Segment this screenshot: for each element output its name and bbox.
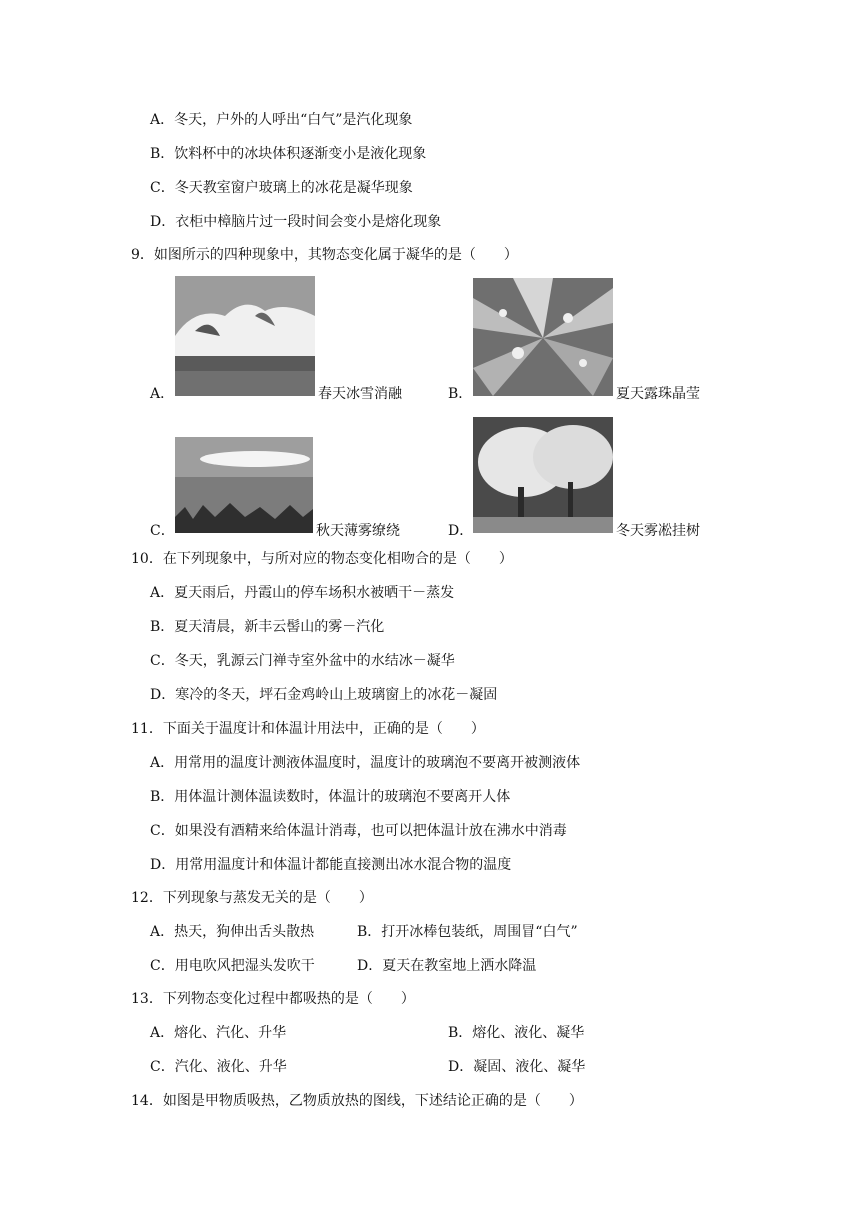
- q10-option-a: A．夏天雨后，丹霞山的停车场积水被晒干－蒸发: [150, 585, 455, 601]
- q13-option-d: D．凝固、液化、凝华: [448, 1059, 586, 1075]
- q9-option-b-letter: B．: [448, 386, 473, 402]
- thin-fog-image: [175, 437, 313, 533]
- q10-option-b: B．夏天清晨，新丰云髻山的雾－汽化: [150, 619, 385, 635]
- q11-option-d: D．用常用温度计和体温计都能直接测出冰水混合物的温度: [150, 857, 512, 873]
- q9-option-a-letter: A．: [150, 386, 175, 402]
- q8-option-a: A．冬天，户外的人呼出“白气”是汽化现象: [150, 112, 413, 128]
- q12-stem: 12．下列现象与蒸发无关的是（ ）: [131, 890, 373, 906]
- q9-option-c-caption: 秋天薄雾缭绕: [316, 523, 400, 539]
- q10-option-d: D．寒冷的冬天，坪石金鸡岭山上玻璃窗上的冰花－凝固: [150, 687, 498, 703]
- q13-stem: 13．下列物态变化过程中都吸热的是（ ）: [131, 991, 415, 1007]
- q9-option-c-letter: C．: [150, 523, 175, 539]
- q9-option-d-letter: D．: [448, 523, 474, 539]
- q10-option-c: C．冬天，乳源云门禅寺室外盆中的水结冰－凝华: [150, 653, 455, 669]
- q13-option-c: C．汽化、液化、升华: [150, 1059, 287, 1075]
- q11-option-b: B．用体温计测体温读数时，体温计的玻璃泡不要离开人体: [150, 789, 511, 805]
- melting-snow-image: [175, 276, 315, 396]
- q12-option-b: B．打开冰棒包装纸，周围冒“白气”: [357, 924, 578, 940]
- q12-option-d: D．夏天在教室地上洒水降温: [357, 958, 537, 974]
- q9-option-a-caption: 春天冰雪消融: [318, 386, 402, 402]
- q12-option-c: C．用电吹风把湿头发吹干: [150, 958, 315, 974]
- q8-option-c: C．冬天教室窗户玻璃上的冰花是凝华现象: [150, 180, 413, 196]
- q9-option-d-caption: 冬天雾凇挂树: [616, 523, 700, 539]
- q10-stem: 10．在下列现象中，与所对应的物态变化相吻合的是（ ）: [131, 551, 513, 567]
- q11-option-a: A．用常用的温度计测液体温度时，温度计的玻璃泡不要离开被测液体: [150, 755, 581, 771]
- q8-option-b: B．饮料杯中的冰块体积逐渐变小是液化现象: [150, 146, 427, 162]
- q11-option-c: C．如果没有酒精来给体温计消毒，也可以把体温计放在沸水中消毒: [150, 823, 567, 839]
- q13-option-b: B．熔化、液化、凝华: [448, 1025, 585, 1041]
- q12-option-a: A．热天，狗伸出舌头散热: [150, 924, 315, 940]
- rime-tree-image: [473, 417, 613, 533]
- q9-option-b-caption: 夏天露珠晶莹: [616, 386, 700, 402]
- q11-stem: 11．下面关于温度计和体温计用法中，正确的是（ ）: [131, 721, 485, 737]
- q13-option-a: A．熔化、汽化、升华: [150, 1025, 287, 1041]
- q8-option-d: D．衣柜中樟脑片过一段时间会变小是熔化现象: [150, 214, 442, 230]
- q9-stem: 9．如图所示的四种现象中，其物态变化属于凝华的是（ ）: [131, 247, 518, 263]
- q14-stem: 14．如图是甲物质吸热，乙物质放热的图线，下述结论正确的是（ ）: [131, 1093, 583, 1109]
- dew-drops-image: [473, 278, 613, 396]
